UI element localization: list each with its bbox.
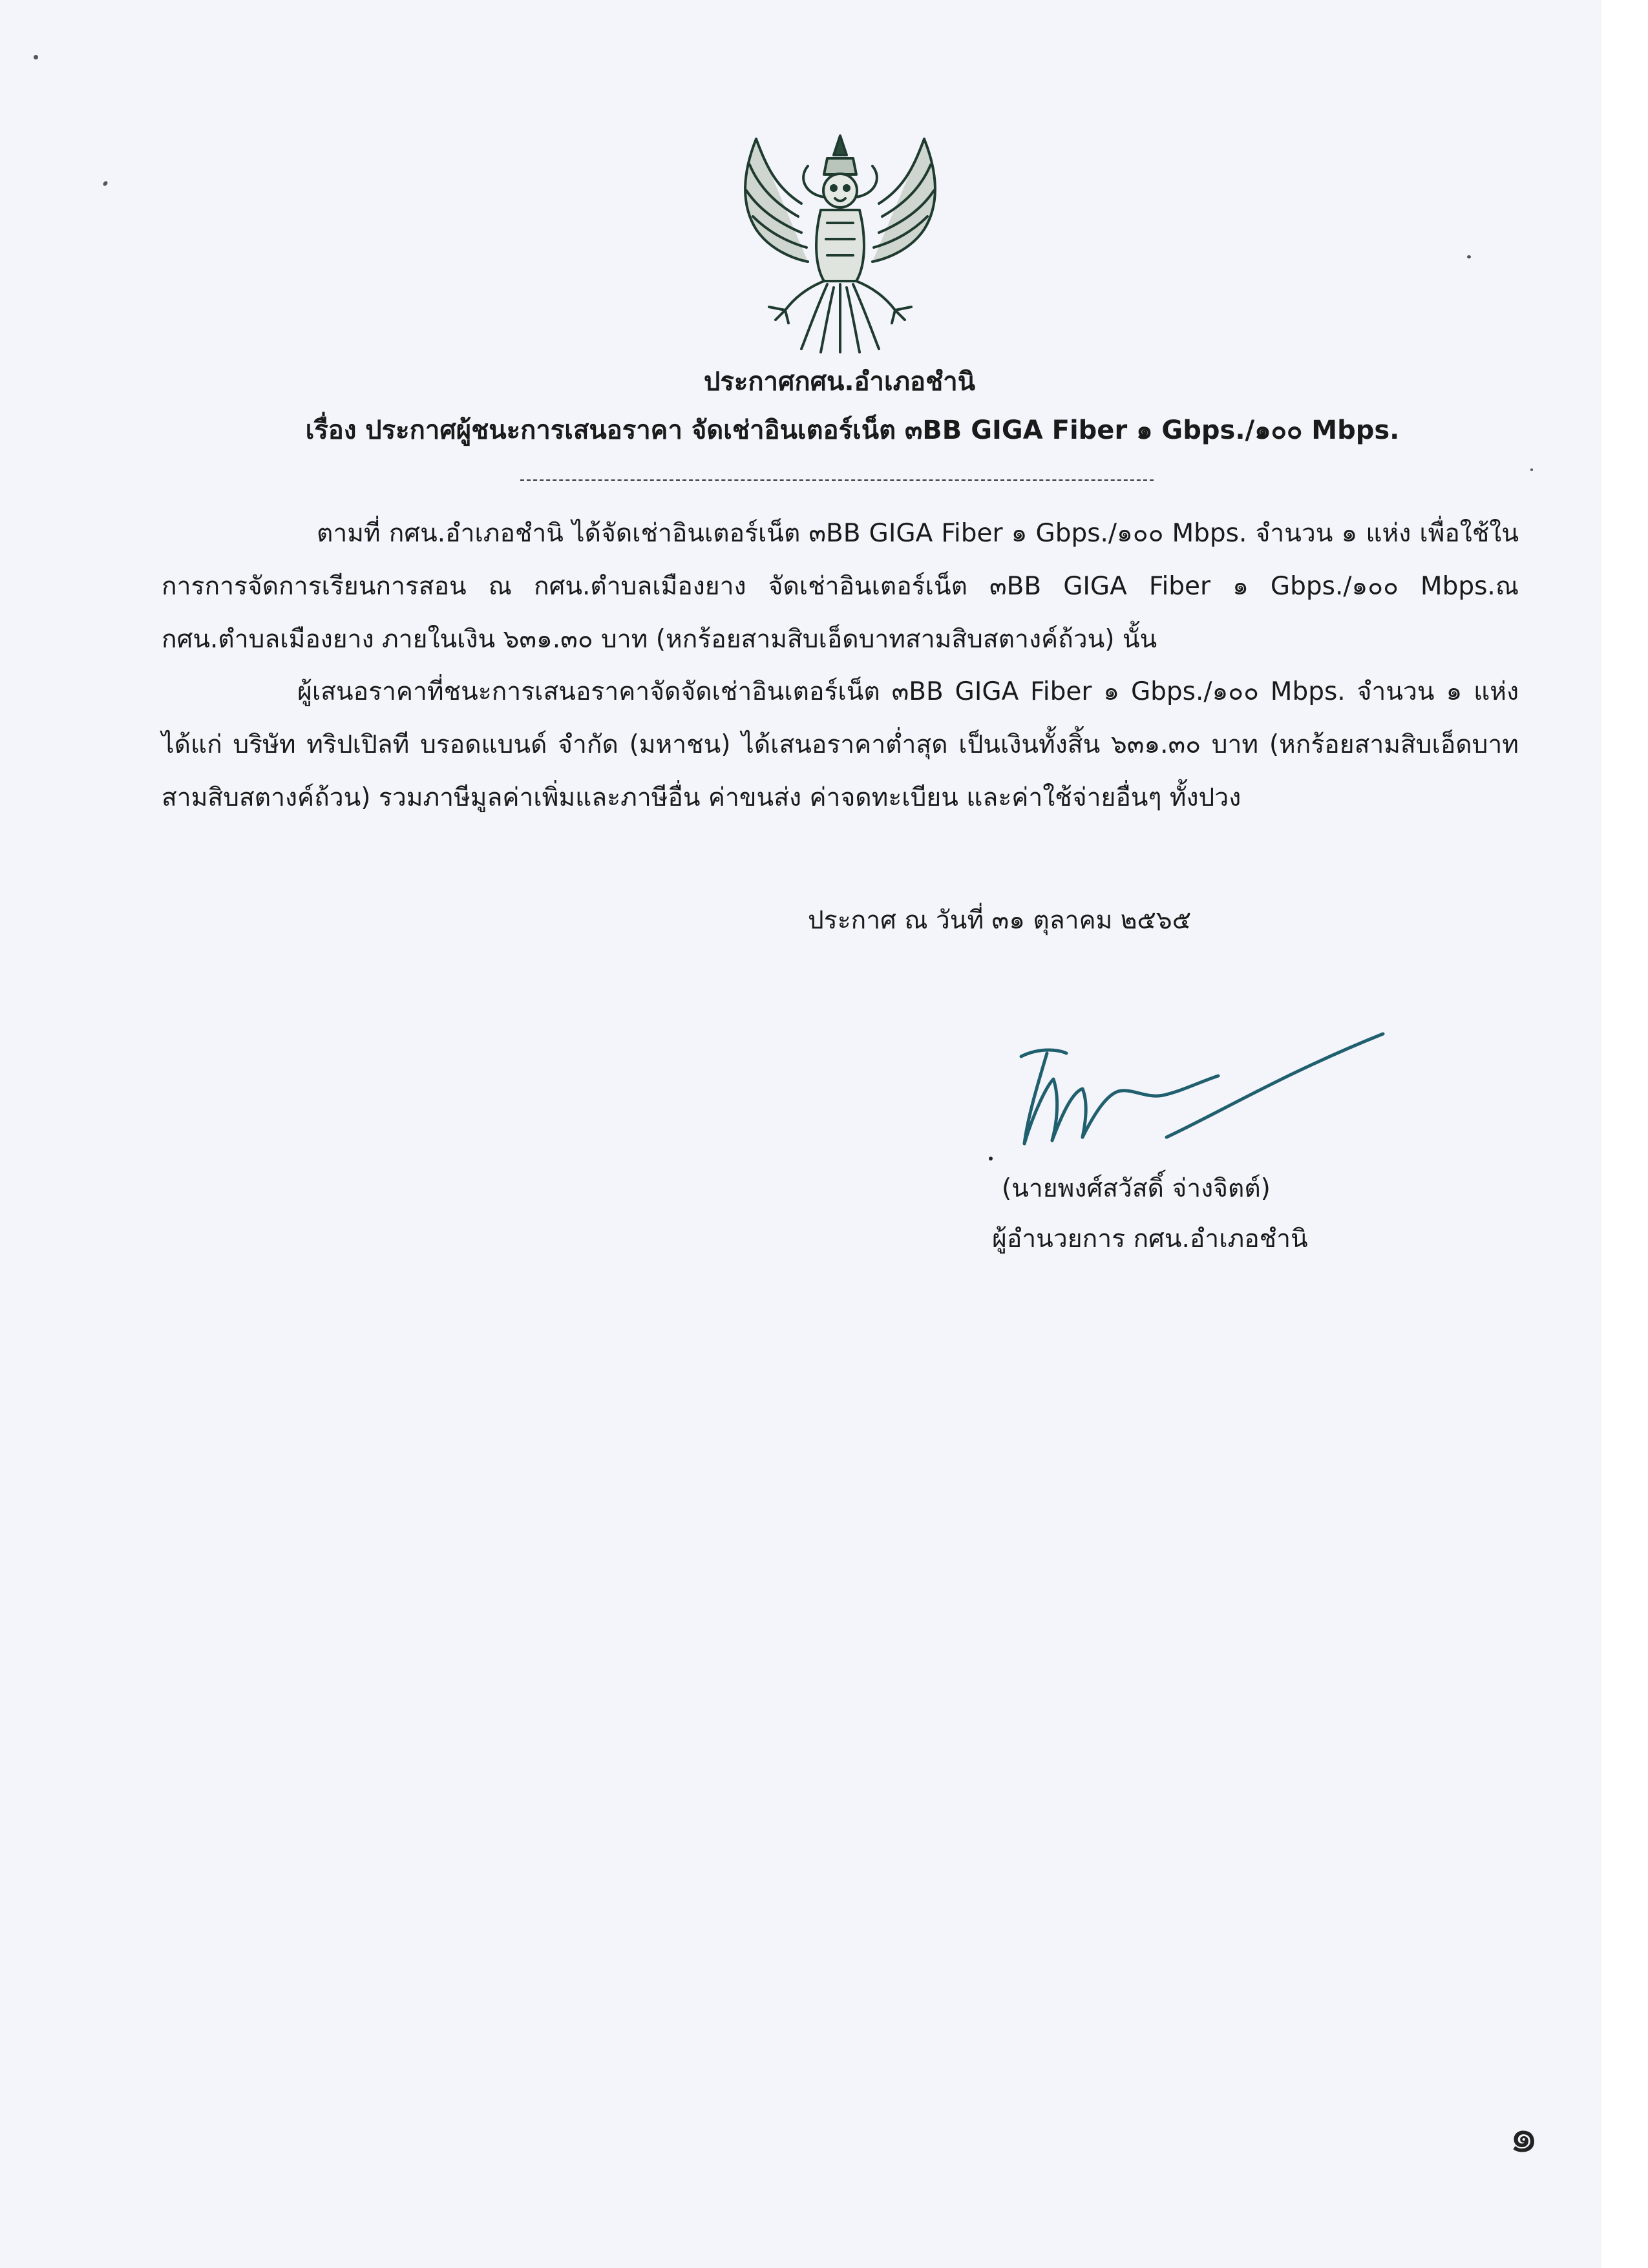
scan-speck (1530, 468, 1533, 471)
signer-name: (นายพงศ์สวัสดิ์ จ่างจิตต์) (1002, 1174, 1271, 1203)
page-number: ๑ (1509, 2108, 1539, 2163)
document-title: ประกาศกศน.อำเภอชำนิ (703, 367, 976, 397)
scan-speck (102, 180, 109, 187)
body-paragraph-1: ตามที่ กศน.อำเภอชำนิ ได้จัดเช่าอินเตอร์เน็ต ๓BB GIGA Fiber ๑ Gbps./๑๐๐ Mbps. จำนวน ๑ แห่ง เพื่อใช้ในการการจัดการเรียนการสอน ณ กศน.ตำบลเมืองยาง จัดเช่าอินเตอร์เน็ต ๓BB GIGA Fiber ๑ Gbps./๑๐๐ Mbps.ณ กศน.ตำบลเมืองยาง ภายในเงิน ๖๓๑.๓๐ บาท (หกร้อยสามสิบเอ็ดบาทสามสิบสตางค์ถ้วน) นั้น (162, 519, 1519, 654)
handwritten-signature-icon (976, 1014, 1402, 1182)
dashed-divider (520, 479, 1154, 481)
scan-speck (1467, 255, 1471, 258)
scanner-bed-edge (1601, 0, 1648, 2268)
document-subject: เรื่อง ประกาศผู้ชนะการเสนอราคา จัดเช่าอินเตอร์เน็ต ๓BB GIGA Fiber ๑ Gbps./๑๐๐ Mbps. (305, 415, 1400, 445)
announcement-date: ประกาศ ณ วันที่ ๓๑ ตุลาคม ๒๕๖๕ (808, 906, 1192, 935)
scan-speck (34, 55, 38, 59)
signer-position: ผู้อำนวยการ กศน.อำเภอชำนิ (992, 1224, 1308, 1254)
garuda-emblem-icon (730, 126, 950, 355)
body-paragraph-2: ผู้เสนอราคาที่ชนะการเสนอราคาจัดจัดเช่าอินเตอร์เน็ต ๓BB GIGA Fiber ๑ Gbps./๑๐๐ Mbps. จำนวน ๑ แห่ง ได้แก่ บริษัท ทริปเปิลที บรอดแบนด์ จำกัด (มหาชน) ได้เสนอราคาต่ำสุด เป็นเงินทั้งสิ้น ๖๓๑.๓๐ บาท (หกร้อยสามสิบเอ็ดบาทสามสิบสตางค์ถ้วน) รวมภาษีมูลค่าเพิ่มและภาษีอื่น ค่าขนส่ง ค่าจดทะเบียน และค่าใช้จ่ายอื่นๆ ทั้งปวง (162, 677, 1519, 812)
